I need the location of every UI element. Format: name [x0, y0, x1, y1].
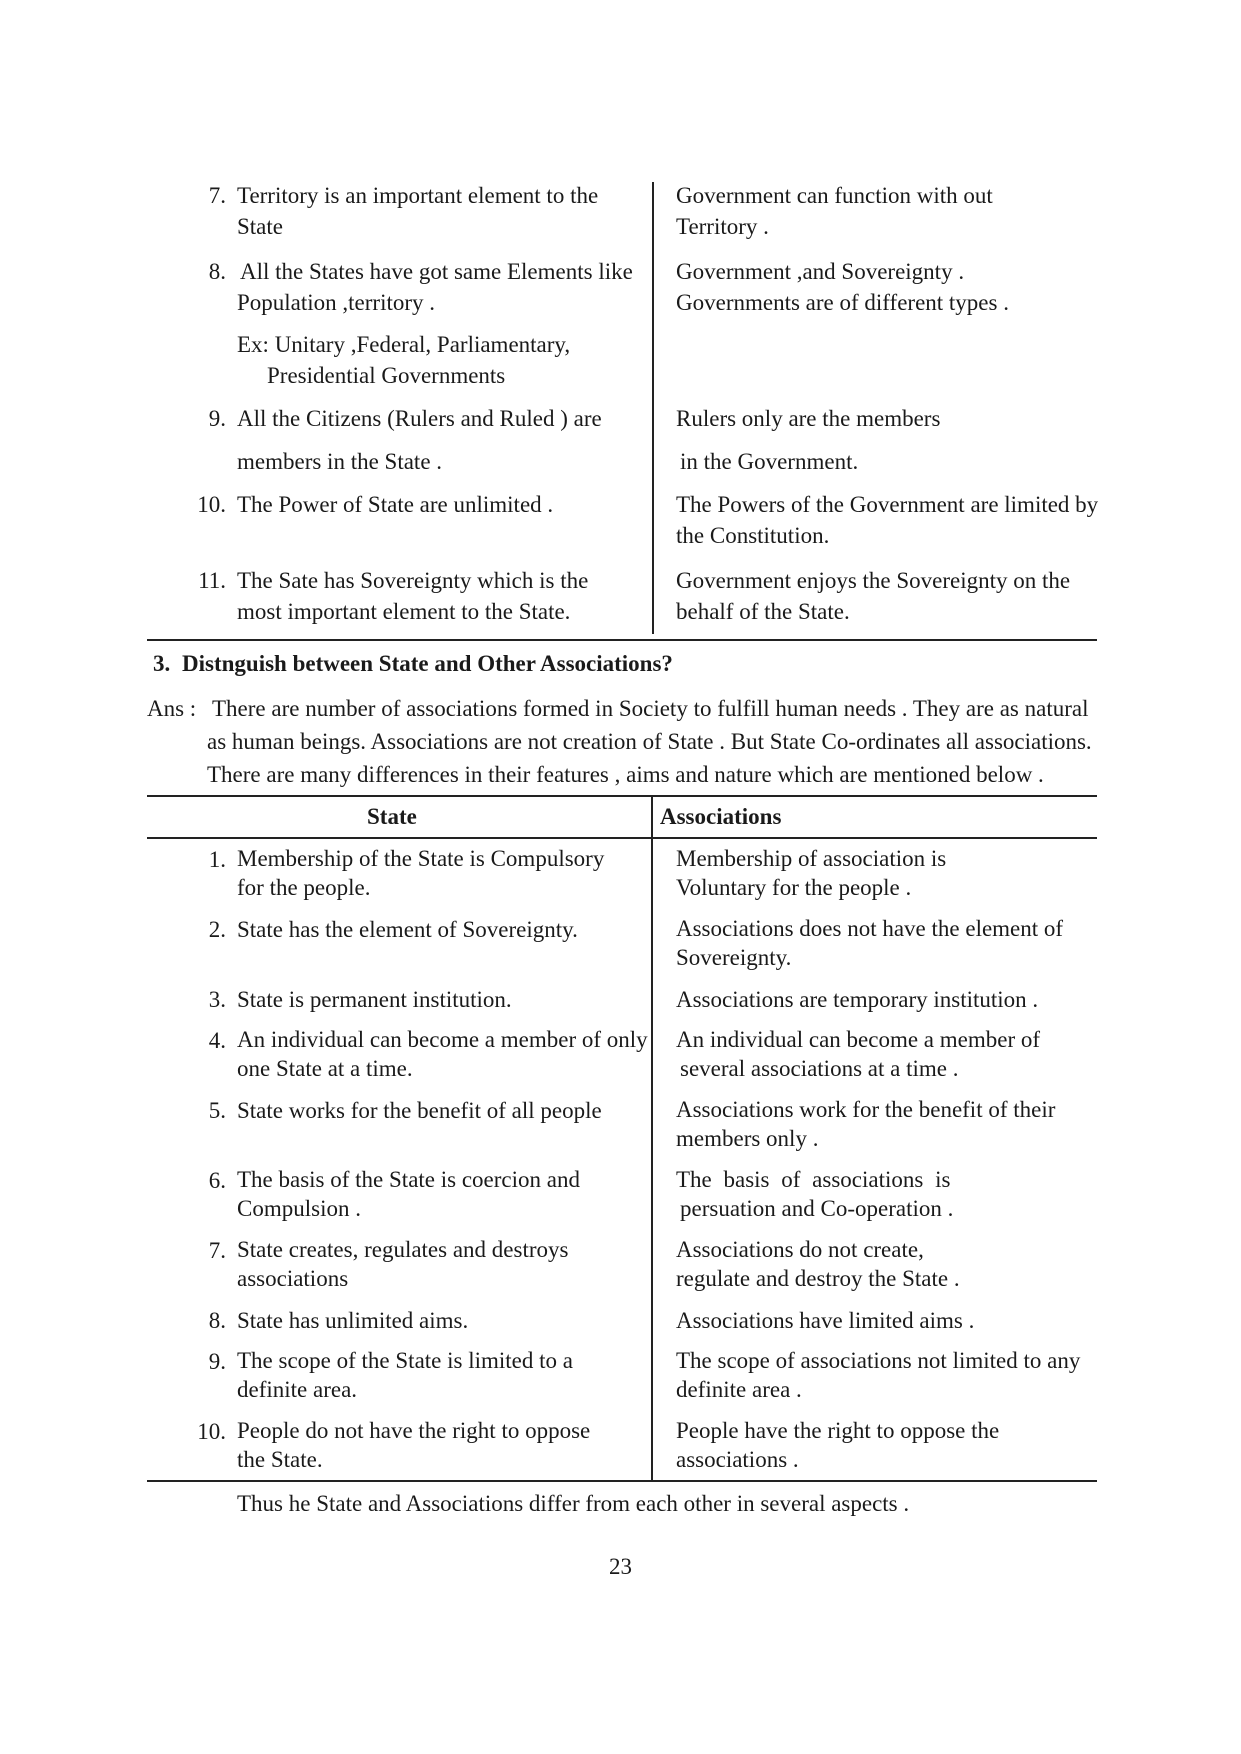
header-state: State [367, 804, 417, 829]
row-number: 8. [208, 259, 226, 284]
row-number: 9. [208, 406, 226, 431]
header-associations: Associations [660, 804, 782, 829]
state-cell: Territory is an important element to the State [237, 183, 599, 239]
state-cell: Membership of the State is Compulsory for the people. [237, 846, 605, 900]
state-cell: The scope of the State is limited to a definite area. [237, 1348, 573, 1402]
row-number: 2. [208, 917, 226, 942]
question-heading [153, 648, 673, 679]
answer-label: Ans : [147, 696, 197, 721]
answer-line: There are many differences in their features , aims and nature which are mentioned below . [207, 762, 1044, 787]
row-number: 3. [208, 987, 226, 1012]
answer-line: There are number of associations formed in Society to fulfill human needs . They are as natural [212, 696, 1089, 721]
government-cell: Government enjoys the Sovereignty on the behalf of the State. [676, 568, 1071, 624]
state-cell: State creates, regulates and destroys associations [237, 1237, 569, 1291]
government-cell: The Powers of the Government are limited by the Constitution. [676, 492, 1099, 548]
state-cell: State has the element of Sovereignty. [237, 917, 578, 942]
question-text: Distnguish between State and Other Associations? [182, 651, 673, 676]
row-number: 8. [208, 1308, 226, 1333]
state-cell: members in the State . [237, 449, 443, 474]
state-cell: People do not have the right to oppose the State. [237, 1418, 591, 1472]
association-cell: Associations have limited aims . [676, 1308, 975, 1333]
association-cell: Associations work for the benefit of their members only . [676, 1097, 1056, 1151]
conclusion-text: Thus he State and Associations differ from each other in several aspects . [237, 1491, 910, 1516]
state-cell: All the States have got same Elements like Population ,territory . [237, 259, 633, 315]
association-cell: Associations does not have the element of Sovereignty. [676, 916, 1064, 970]
row-number: 4. [208, 1028, 226, 1053]
state-cell: The Power of State are unlimited . [237, 492, 554, 517]
association-cell: People have the right to oppose the associations . [676, 1418, 1000, 1472]
question-number: 3. [153, 651, 171, 676]
row-number: 1. [208, 847, 226, 872]
association-cell: An individual can become a member of several associations at a time . [676, 1027, 1041, 1081]
row-number: 7. [208, 183, 226, 208]
government-cell: Government can function with out Territory . [676, 183, 993, 239]
association-cell: The basis of associations is persuation and Co-operation . [676, 1167, 954, 1221]
state-cell: State works for the benefit of all people [237, 1098, 602, 1123]
row-number: 10. [197, 492, 226, 517]
table1-bottom-rule [147, 639, 1097, 641]
government-cell: in the Government. [680, 449, 859, 474]
government-cell: Government ,and Sovereignty . Governments are of different types . [676, 259, 1009, 315]
row-number: 6. [208, 1168, 226, 1193]
table2-top-rule [147, 795, 1097, 797]
state-cell: The Sate has Sovereignty which is the most important element to the State. [237, 568, 589, 624]
row-number: 9. [208, 1349, 226, 1374]
example-note: Ex: Unitary ,Federal, Parliamentary, Presidential Governments [237, 332, 571, 388]
state-cell: An individual can become a member of only one State at a time. [237, 1027, 648, 1081]
association-cell: Associations do not create, regulate and destroy the State . [676, 1237, 960, 1291]
government-cell: Rulers only are the members [676, 406, 941, 431]
table2-header-rule [147, 837, 1097, 839]
row-number: 11. [198, 568, 226, 593]
association-cell: Associations are temporary institution . [676, 987, 1039, 1012]
state-cell: All the Citizens (Rulers and Ruled ) are [237, 406, 602, 431]
state-cell: State has unlimited aims. [237, 1308, 469, 1333]
row-number: 10. [197, 1419, 226, 1444]
association-cell: Membership of association is Voluntary for the people . [676, 846, 947, 900]
state-cell: The basis of the State is coercion and Compulsion . [237, 1167, 580, 1221]
answer-line: as human beings. Associations are not creation of State . But State Co-ordinates all associations. [207, 729, 1092, 754]
row-number: 7. [208, 1238, 226, 1263]
state-cell: State is permanent institution. [237, 987, 512, 1012]
association-cell: The scope of associations not limited to any definite area . [676, 1348, 1081, 1402]
page-number: 23 [609, 1554, 632, 1579]
table2-bottom-rule [147, 1480, 1097, 1482]
row-number: 5. [208, 1098, 226, 1123]
